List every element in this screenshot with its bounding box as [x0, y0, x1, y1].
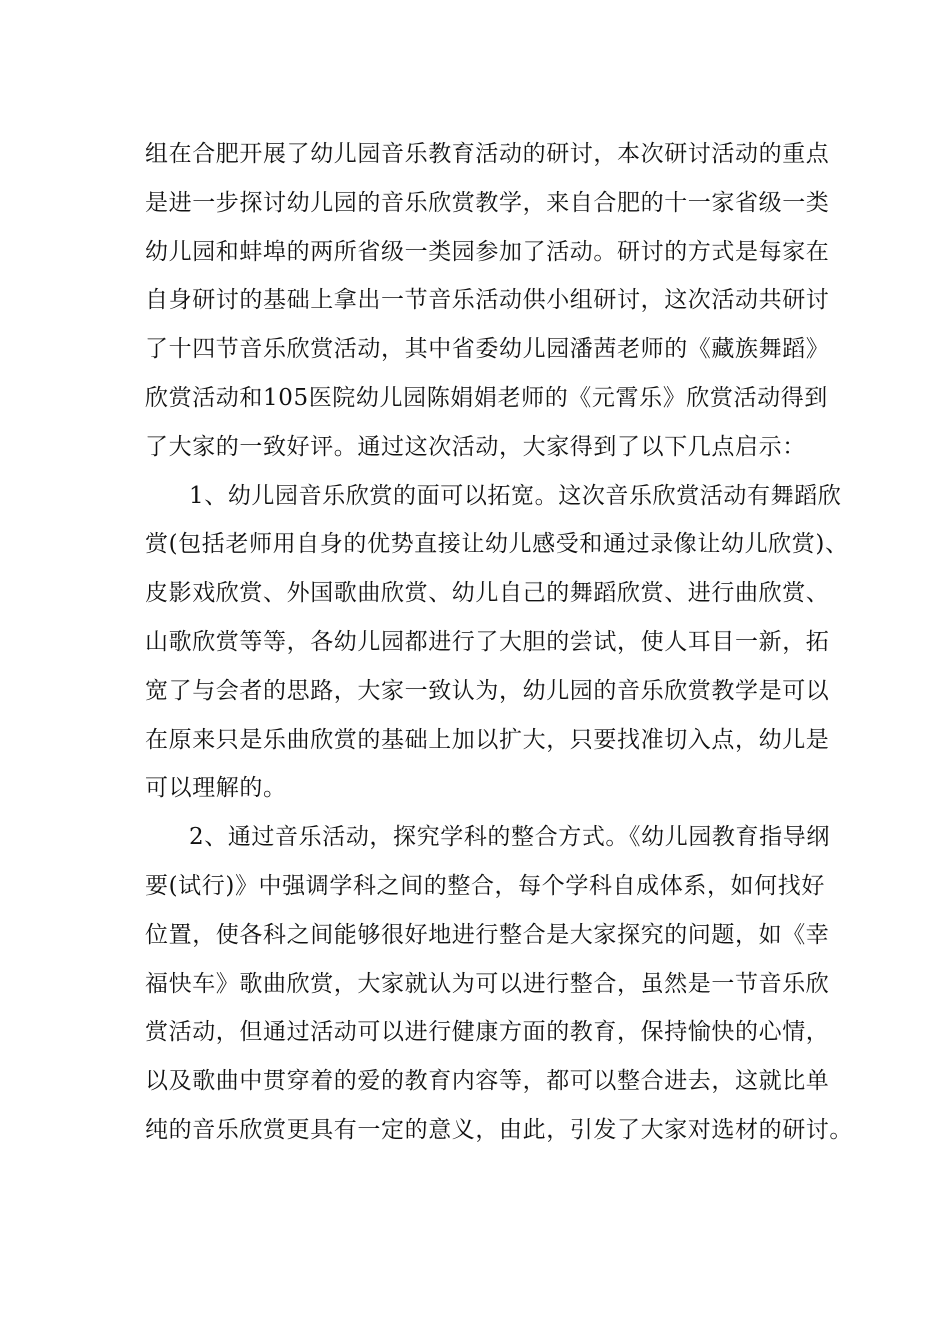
- paragraph-line: 是进一步探讨幼儿园的音乐欣赏教学，来自合肥的十一家省级一类: [145, 189, 830, 216]
- paragraph-line: 皮影戏欣赏、外国歌曲欣赏、幼儿自己的舞蹈欣赏、进行曲欣赏、: [145, 580, 830, 607]
- paragraph-line: 山歌欣赏等等，各幼儿园都进行了大胆的尝试，使人耳目一新，拓: [145, 628, 830, 655]
- paragraph-line: 组在合肥开展了幼儿园音乐教育活动的研讨，本次研讨活动的重点: [145, 141, 830, 167]
- paragraph-line: 纯的音乐欣赏更具有一定的意义，由此，引发了大家对选材的研讨。: [145, 1116, 853, 1143]
- paragraph-line: 欣赏活动和105医院幼儿园陈娟娟老师的《元霄乐》欣赏活动得到: [145, 384, 828, 411]
- paragraph-line-indented: 2、通过音乐活动，探究学科的整合方式。《幼儿园教育指导纲: [189, 824, 830, 851]
- paragraph-line: 幼儿园和蚌埠的两所省级一类园参加了活动。研讨的方式是每家在: [145, 238, 830, 265]
- document-body: [145, 130, 853, 1155]
- paragraph-line: 在原来只是乐曲欣赏的基础上加以扩大，只要找准切入点，幼儿是: [145, 726, 830, 753]
- paragraph-line: 要(试行)》中强调学科之间的整合，每个学科自成体系，如何找好: [145, 872, 825, 899]
- paragraph-line: 可以理解的。: [145, 775, 287, 802]
- paragraph-line: 宽了与会者的思路，大家一致认为，幼儿园的音乐欣赏教学是可以: [145, 677, 830, 704]
- paragraph-line: 赏(包括老师用自身的优势直接让幼儿感受和通过录像让幼儿欣赏)、: [145, 531, 849, 558]
- paragraph-line: 赏活动，但通过活动可以进行健康方面的教育，保持愉快的心情，: [145, 1019, 830, 1046]
- paragraph-line: 福快车》歌曲欣赏，大家就认为可以进行整合，虽然是一节音乐欣: [145, 970, 830, 997]
- paragraph-line-indented: 1、幼儿园音乐欣赏的面可以拓宽。这次音乐欣赏活动有舞蹈欣: [189, 482, 842, 509]
- paragraph-line: 了大家的一致好评。通过这次活动，大家得到了以下几点启示：: [145, 433, 806, 460]
- paragraph-line: 以及歌曲中贯穿着的爱的教育内容等，都可以整合进去，这就比单: [145, 1068, 830, 1095]
- paragraph-line: 了十四节音乐欣赏活动，其中省委幼儿园潘茜老师的《藏族舞蹈》: [145, 336, 830, 363]
- paragraph-line: 自身研讨的基础上拿出一节音乐活动供小组研讨，这次活动共研讨: [145, 287, 830, 314]
- paragraph-line: 位置，使各科之间能够很好地进行整合是大家探究的问题，如《幸: [145, 921, 830, 948]
